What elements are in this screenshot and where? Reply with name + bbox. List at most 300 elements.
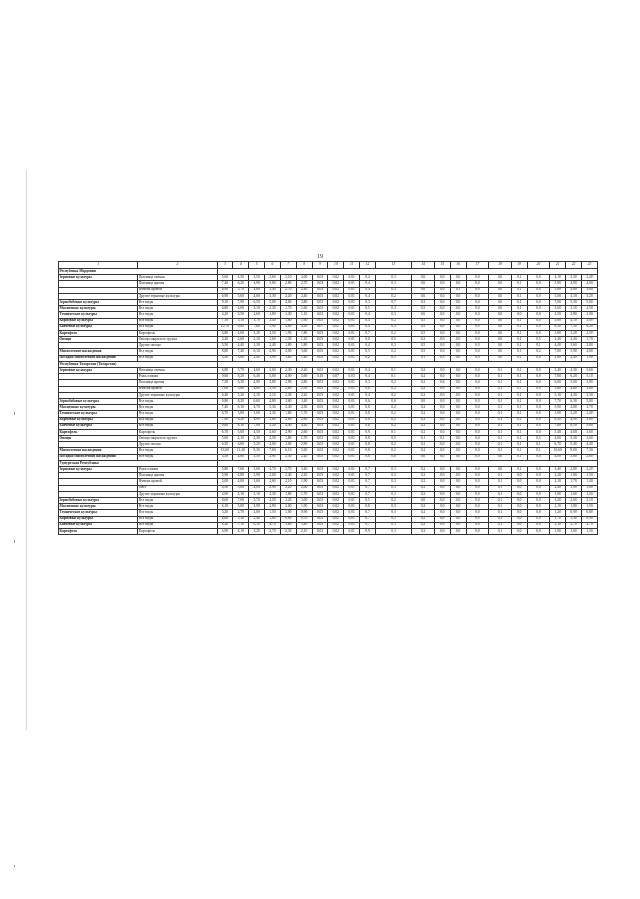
value-cell: 5,00 bbox=[233, 504, 249, 510]
value-cell: 0,02 bbox=[328, 467, 344, 473]
value-cell: 3,80 bbox=[265, 281, 281, 287]
column-header: 8 bbox=[296, 262, 312, 269]
value-cell: 1,80 bbox=[280, 411, 296, 417]
value-cell: 0,2 bbox=[412, 380, 435, 386]
value-cell: 0,2 bbox=[412, 467, 435, 473]
value-cell: 0,80 bbox=[581, 510, 597, 516]
value-cell: 0,02 bbox=[328, 448, 344, 454]
crop-type-cell: Все виды bbox=[138, 324, 217, 330]
value-cell: 0,02 bbox=[328, 417, 344, 423]
value-cell: 2,50 bbox=[550, 312, 566, 318]
crop-group-cell: Зерновые культуры bbox=[59, 467, 138, 473]
value-cell: 0,0 bbox=[466, 337, 489, 343]
value-cell: 4,50 bbox=[249, 429, 265, 435]
value-cell: 0,0 bbox=[466, 467, 489, 473]
value-cell: 0,1 bbox=[375, 374, 411, 380]
value-cell: 0,0 bbox=[450, 485, 466, 491]
value-cell: 0,0 bbox=[450, 318, 466, 324]
crop-type-cell: Все виды bbox=[138, 504, 217, 510]
value-cell: 0,2 bbox=[412, 411, 435, 417]
value-cell: 7,00 bbox=[550, 349, 566, 355]
value-cell: 0,4 bbox=[360, 392, 376, 398]
value-cell: 0,0 bbox=[527, 429, 550, 435]
value-cell: 2,80 bbox=[566, 312, 582, 318]
value-cell: 0,02 bbox=[328, 429, 344, 435]
value-cell: 0,0 bbox=[434, 510, 450, 516]
value-cell: 0,0 bbox=[466, 293, 489, 299]
value-cell: 0,4 bbox=[360, 312, 376, 318]
value-cell: 0,0 bbox=[434, 485, 450, 491]
value-cell: 2,20 bbox=[280, 485, 296, 491]
crop-group-cell: Картофель bbox=[59, 429, 138, 435]
value-cell: 3,00 bbox=[581, 318, 597, 324]
value-cell: 7,00 bbox=[233, 497, 249, 503]
value-cell: 2,60 bbox=[296, 417, 312, 423]
value-cell: 6,50 bbox=[217, 442, 233, 448]
value-cell: 0,0 bbox=[527, 324, 550, 330]
value-cell: 4,10 bbox=[550, 275, 566, 281]
value-cell: 0,02 bbox=[328, 423, 344, 429]
crop-group-cell: Бахчевые культуры bbox=[59, 423, 138, 429]
value-cell: 5,10 bbox=[581, 374, 597, 380]
value-cell: 0,0 bbox=[489, 312, 512, 318]
value-cell: 3,60 bbox=[550, 306, 566, 312]
value-cell: 6,70 bbox=[217, 429, 233, 435]
value-cell: 1,30 bbox=[581, 528, 597, 534]
value-cell: 0,7 bbox=[360, 491, 376, 497]
value-cell: 1,80 bbox=[280, 491, 296, 497]
value-cell: 4,00 bbox=[233, 306, 249, 312]
value-cell: 5,60 bbox=[217, 275, 233, 281]
crop-type-cell: Другие зерновые культуры bbox=[138, 491, 217, 497]
value-cell: 0,03 bbox=[312, 405, 328, 411]
value-cell: 0,2 bbox=[375, 318, 411, 324]
value-cell: 1,70 bbox=[550, 516, 566, 522]
value-cell: 4,40 bbox=[233, 343, 249, 349]
value-cell: 0,4 bbox=[360, 281, 376, 287]
value-cell: 0,1 bbox=[434, 436, 450, 442]
value-cell: 0,0 bbox=[489, 467, 512, 473]
value-cell: 4,20 bbox=[217, 312, 233, 318]
value-cell: 0,4 bbox=[360, 368, 376, 374]
value-cell: 4,90 bbox=[265, 349, 281, 355]
crop-group-cell: Бахчевые культуры bbox=[59, 324, 138, 330]
value-cell: 0,02 bbox=[328, 306, 344, 312]
value-cell: 7,60 bbox=[550, 423, 566, 429]
crop-type-cell: Пшеница озимая bbox=[138, 368, 217, 374]
value-cell: 0,6 bbox=[412, 281, 435, 287]
value-cell: 2,00 bbox=[296, 275, 312, 281]
value-cell: 0,02 bbox=[328, 516, 344, 522]
value-cell: 0,0 bbox=[511, 522, 527, 528]
value-cell: 0,01 bbox=[344, 380, 360, 386]
crop-group-cell: Масличные культуры bbox=[59, 504, 138, 510]
value-cell: 0,2 bbox=[412, 429, 435, 435]
value-cell: 0,03 bbox=[312, 448, 328, 454]
value-cell: 0,6 bbox=[412, 287, 435, 293]
value-cell: 7,90 bbox=[233, 299, 249, 305]
value-cell: 0,0 bbox=[511, 497, 527, 503]
value-cell: 0,5 bbox=[360, 349, 376, 355]
value-cell: 8,20 bbox=[217, 522, 233, 528]
value-cell: 0,0 bbox=[450, 275, 466, 281]
value-cell: 1,10 bbox=[296, 312, 312, 318]
value-cell: 0,1 bbox=[527, 448, 550, 454]
value-cell: 0,0 bbox=[466, 510, 489, 516]
value-cell: 6,50 bbox=[249, 299, 265, 305]
yield-coefficients-table-wrapper bbox=[58, 261, 598, 535]
column-header: 17 bbox=[466, 262, 489, 269]
value-cell: 0,01 bbox=[344, 423, 360, 429]
value-cell: 2,80 bbox=[550, 355, 566, 361]
value-cell: 0,5 bbox=[375, 436, 411, 442]
value-cell: 0,3 bbox=[375, 485, 411, 491]
value-cell: 0,1 bbox=[489, 368, 512, 374]
value-cell: 1,30 bbox=[280, 312, 296, 318]
value-cell: 6,20 bbox=[581, 324, 597, 330]
value-cell: 3,20 bbox=[217, 337, 233, 343]
value-cell: 0,0 bbox=[434, 324, 450, 330]
value-cell: 0,0 bbox=[527, 522, 550, 528]
value-cell: 0,2 bbox=[375, 423, 411, 429]
value-cell: 0,3 bbox=[360, 299, 376, 305]
value-cell: 1,80 bbox=[280, 318, 296, 324]
value-cell: 0,0 bbox=[450, 380, 466, 386]
crop-group-cell: Многолетние насаждения bbox=[59, 448, 138, 454]
value-cell: 0,03 bbox=[312, 442, 328, 448]
value-cell: 0,01 bbox=[344, 312, 360, 318]
value-cell: 0,2 bbox=[412, 374, 435, 380]
value-cell: 0,0 bbox=[450, 510, 466, 516]
crop-type-cell: Все виды bbox=[138, 497, 217, 503]
value-cell: 0,1 bbox=[511, 442, 527, 448]
value-cell: 0,0 bbox=[511, 485, 527, 491]
value-cell: 0,0 bbox=[527, 355, 550, 361]
value-cell: 0,0 bbox=[450, 330, 466, 336]
value-cell: 9,00 bbox=[233, 324, 249, 330]
crop-group-cell: Масличные культуры bbox=[59, 306, 138, 312]
value-cell: 1,80 bbox=[280, 436, 296, 442]
value-cell: 5,60 bbox=[233, 429, 249, 435]
value-cell: 1,90 bbox=[581, 355, 597, 361]
value-cell: 5,00 bbox=[265, 299, 281, 305]
value-cell: 7,90 bbox=[217, 417, 233, 423]
value-cell: 0,2 bbox=[375, 442, 411, 448]
value-cell: 0,0 bbox=[450, 423, 466, 429]
value-cell: 0,1 bbox=[489, 392, 512, 398]
value-cell: 0,01 bbox=[344, 485, 360, 491]
value-cell: 6,30 bbox=[550, 417, 566, 423]
value-cell: 2,70 bbox=[280, 287, 296, 293]
value-cell: 4,10 bbox=[566, 293, 582, 299]
value-cell: 2,10 bbox=[249, 337, 265, 343]
value-cell: 3,20 bbox=[280, 497, 296, 503]
value-cell: 0,2 bbox=[375, 411, 411, 417]
value-cell: 8,30 bbox=[550, 324, 566, 330]
value-cell: 3,60 bbox=[296, 349, 312, 355]
value-cell: 5,00 bbox=[233, 485, 249, 491]
crop-group-cell: Технические культуры bbox=[59, 411, 138, 417]
page-number: 19 bbox=[317, 254, 323, 260]
value-cell: 1,60 bbox=[265, 516, 281, 522]
crop-group-cell: Кормовые культуры bbox=[59, 318, 138, 324]
crop-type-cell: Все виды bbox=[138, 306, 217, 312]
value-cell: 0,02 bbox=[328, 392, 344, 398]
value-cell: 8,80 bbox=[217, 349, 233, 355]
value-cell: 0,90 bbox=[566, 510, 582, 516]
value-cell: 5,00 bbox=[550, 293, 566, 299]
value-cell: 5,00 bbox=[581, 299, 597, 305]
value-cell: 4,80 bbox=[217, 330, 233, 336]
value-cell: 0,0 bbox=[434, 299, 450, 305]
value-cell: 8,60 bbox=[217, 497, 233, 503]
value-cell: 0,0 bbox=[450, 306, 466, 312]
value-cell: 0,2 bbox=[412, 485, 435, 491]
value-cell: 0,0 bbox=[450, 392, 466, 398]
value-cell: 0,1 bbox=[511, 467, 527, 473]
value-cell: 0,02 bbox=[328, 355, 344, 361]
column-header: 21 bbox=[550, 262, 566, 269]
value-cell: 1,60 bbox=[581, 485, 597, 491]
value-cell: 0,0 bbox=[466, 448, 489, 454]
value-cell: 2,90 bbox=[296, 442, 312, 448]
value-cell: 0,3 bbox=[375, 275, 411, 281]
value-cell: 8,20 bbox=[233, 398, 249, 404]
value-cell: 0,0 bbox=[466, 380, 489, 386]
value-cell: 0,7 bbox=[375, 299, 411, 305]
value-cell: 2,10 bbox=[550, 504, 566, 510]
value-cell: 0,0 bbox=[434, 479, 450, 485]
value-cell: 0,8 bbox=[360, 436, 376, 442]
value-cell: 0,01 bbox=[344, 479, 360, 485]
value-cell: 1,30 bbox=[280, 337, 296, 343]
value-cell: 4,70 bbox=[265, 467, 281, 473]
value-cell: 0,0 bbox=[450, 442, 466, 448]
value-cell: 0,0 bbox=[527, 454, 550, 460]
value-cell: 0,0 bbox=[511, 479, 527, 485]
value-cell: 2,80 bbox=[280, 281, 296, 287]
value-cell: 0,2 bbox=[527, 349, 550, 355]
value-cell: 0,03 bbox=[312, 312, 328, 318]
value-cell: 0,5 bbox=[527, 337, 550, 343]
value-cell: 2,20 bbox=[296, 473, 312, 479]
value-cell: 0,1 bbox=[489, 386, 512, 392]
value-cell: 0,0 bbox=[511, 516, 527, 522]
value-cell: 7,80 bbox=[550, 374, 566, 380]
value-cell: 0,5 bbox=[412, 330, 435, 336]
value-cell: 2,30 bbox=[265, 411, 281, 417]
value-cell: 0,0 bbox=[434, 423, 450, 429]
value-cell: 0,03 bbox=[312, 386, 328, 392]
value-cell: 11,40 bbox=[233, 448, 249, 454]
value-cell: 5,60 bbox=[550, 318, 566, 324]
value-cell: 5,80 bbox=[217, 467, 233, 473]
value-cell: 4,00 bbox=[233, 330, 249, 336]
scan-speck bbox=[14, 412, 15, 415]
value-cell: 0,0 bbox=[434, 287, 450, 293]
value-cell: 0,1 bbox=[450, 287, 466, 293]
value-cell: 0,1 bbox=[511, 299, 527, 305]
value-cell: 1,40 bbox=[296, 355, 312, 361]
value-cell: 5,70 bbox=[233, 368, 249, 374]
value-cell: 3,20 bbox=[581, 293, 597, 299]
value-cell: 4,70 bbox=[217, 411, 233, 417]
value-cell: 0,6 bbox=[360, 454, 376, 460]
value-cell: 0,03 bbox=[312, 423, 328, 429]
value-cell: 0,0 bbox=[450, 473, 466, 479]
value-cell: 6,60 bbox=[217, 516, 233, 522]
region-name: Республика Татарстан (Татарстан) bbox=[59, 361, 218, 367]
value-cell: 4,00 bbox=[550, 436, 566, 442]
value-cell: 0,2 bbox=[375, 330, 411, 336]
value-cell: 2,30 bbox=[280, 454, 296, 460]
value-cell: 1,10 bbox=[296, 337, 312, 343]
value-cell: 3,00 bbox=[280, 442, 296, 448]
value-cell: 7,40 bbox=[217, 281, 233, 287]
value-cell: 0,01 bbox=[344, 293, 360, 299]
value-cell: 0,02 bbox=[328, 405, 344, 411]
value-cell: 4,70 bbox=[265, 522, 281, 528]
value-cell: 0,0 bbox=[434, 374, 450, 380]
value-cell: 0,0 bbox=[527, 312, 550, 318]
column-header: 22 bbox=[566, 262, 582, 269]
value-cell: 0,5 bbox=[412, 343, 435, 349]
value-cell: 2,20 bbox=[296, 368, 312, 374]
value-cell: 3,40 bbox=[296, 398, 312, 404]
value-cell: 5,50 bbox=[217, 343, 233, 349]
table-body bbox=[59, 262, 598, 535]
value-cell: 6,10 bbox=[233, 405, 249, 411]
value-cell: 0,1 bbox=[489, 417, 512, 423]
value-cell: 5,60 bbox=[233, 293, 249, 299]
value-cell: 0,0 bbox=[450, 454, 466, 460]
value-cell: 0,0 bbox=[489, 293, 512, 299]
crop-group-cell: Картофель bbox=[59, 528, 138, 534]
value-cell: 0,03 bbox=[312, 398, 328, 404]
value-cell: 3,90 bbox=[581, 380, 597, 386]
crop-type-cell: Все виды bbox=[138, 516, 217, 522]
value-cell: 2,70 bbox=[296, 281, 312, 287]
value-cell: 0,0 bbox=[466, 306, 489, 312]
value-cell: 4,40 bbox=[550, 343, 566, 349]
value-cell: 0,3 bbox=[375, 281, 411, 287]
value-cell: 0,02 bbox=[328, 510, 344, 516]
value-cell: 0,03 bbox=[312, 281, 328, 287]
value-cell: 0,02 bbox=[328, 368, 344, 374]
value-cell: 0,0 bbox=[450, 312, 466, 318]
value-cell: 0,0 bbox=[466, 287, 489, 293]
value-cell: 0,0 bbox=[489, 299, 512, 305]
value-cell: 0,1 bbox=[511, 337, 527, 343]
value-cell: 6,10 bbox=[280, 448, 296, 454]
value-cell: 0,01 bbox=[344, 417, 360, 423]
value-cell: 0,2 bbox=[412, 522, 435, 528]
value-cell: 0,4 bbox=[360, 293, 376, 299]
value-cell: 2,80 bbox=[296, 380, 312, 386]
value-cell: 5,60 bbox=[550, 386, 566, 392]
value-cell: 0,5 bbox=[412, 324, 435, 330]
value-cell: 4,50 bbox=[265, 497, 281, 503]
value-cell: 1,80 bbox=[265, 312, 281, 318]
value-cell: 9,60 bbox=[217, 374, 233, 380]
crop-type-cell: Все виды bbox=[138, 417, 217, 423]
value-cell: 0,0 bbox=[466, 349, 489, 355]
value-cell: 4,60 bbox=[566, 287, 582, 293]
table-header-row bbox=[59, 262, 598, 269]
value-cell: 0,0 bbox=[527, 510, 550, 516]
value-cell: 0,02 bbox=[328, 324, 344, 330]
value-cell: 0,02 bbox=[328, 528, 344, 534]
value-cell: 2,60 bbox=[233, 337, 249, 343]
value-cell: 0,0 bbox=[434, 454, 450, 460]
column-header: 10 bbox=[328, 262, 344, 269]
crop-type-cell: Овощи закрытого грунта bbox=[138, 337, 217, 343]
value-cell: 0,0 bbox=[434, 417, 450, 423]
value-cell: 5,20 bbox=[265, 423, 281, 429]
value-cell: 0,01 bbox=[344, 318, 360, 324]
value-cell: 0,0 bbox=[450, 324, 466, 330]
value-cell: 0,03 bbox=[312, 349, 328, 355]
value-cell: 0,1 bbox=[511, 355, 527, 361]
value-cell: 0,0 bbox=[434, 491, 450, 497]
value-cell: 0,01 bbox=[344, 510, 360, 516]
yield-coefficients-table bbox=[58, 261, 598, 535]
value-cell: 7,60 bbox=[233, 467, 249, 473]
value-cell: 2,40 bbox=[550, 485, 566, 491]
value-cell: 0,0 bbox=[450, 467, 466, 473]
value-cell: 6,70 bbox=[550, 442, 566, 448]
value-cell: 0,0 bbox=[466, 454, 489, 460]
value-cell: 0,0 bbox=[434, 504, 450, 510]
value-cell: 0,1 bbox=[375, 368, 411, 374]
crop-group-cell: Технические культуры bbox=[59, 312, 138, 318]
value-cell: 2,40 bbox=[280, 473, 296, 479]
value-cell: 0,1 bbox=[511, 454, 527, 460]
value-cell: 1,90 bbox=[296, 479, 312, 485]
value-cell: 0,1 bbox=[511, 380, 527, 386]
value-cell: 2,20 bbox=[581, 467, 597, 473]
value-cell: 0,10 bbox=[312, 374, 328, 380]
value-cell: 1,70 bbox=[280, 306, 296, 312]
value-cell: 2,80 bbox=[280, 417, 296, 423]
value-cell: 0,2 bbox=[412, 417, 435, 423]
value-cell: 3,60 bbox=[296, 374, 312, 380]
value-cell: 4,10 bbox=[233, 528, 249, 534]
value-cell: 7,70 bbox=[550, 398, 566, 404]
value-cell: 0,1 bbox=[489, 485, 512, 491]
value-cell: 0,0 bbox=[489, 324, 512, 330]
value-cell: 0,0 bbox=[489, 306, 512, 312]
value-cell: 0,0 bbox=[450, 374, 466, 380]
crop-group-cell: Зерновые культуры bbox=[59, 275, 138, 281]
value-cell: 0,0 bbox=[527, 485, 550, 491]
value-cell: 0,2 bbox=[375, 380, 411, 386]
value-cell: 0,0 bbox=[434, 522, 450, 528]
value-cell: 2,70 bbox=[581, 522, 597, 528]
value-cell: 1,90 bbox=[265, 355, 281, 361]
region-name: Удмуртская Республика bbox=[59, 460, 218, 466]
crop-type-cell: Все виды bbox=[138, 349, 217, 355]
value-cell: 2,20 bbox=[566, 337, 582, 343]
region-name: Республика Мордовия bbox=[59, 269, 218, 275]
value-cell: 7,40 bbox=[217, 405, 233, 411]
value-cell: 0,01 bbox=[344, 306, 360, 312]
value-cell: 6,50 bbox=[566, 423, 582, 429]
value-cell: 0,02 bbox=[328, 504, 344, 510]
value-cell: 10,70 bbox=[217, 324, 233, 330]
value-cell: 3,50 bbox=[217, 454, 233, 460]
value-cell: 3,80 bbox=[296, 299, 312, 305]
